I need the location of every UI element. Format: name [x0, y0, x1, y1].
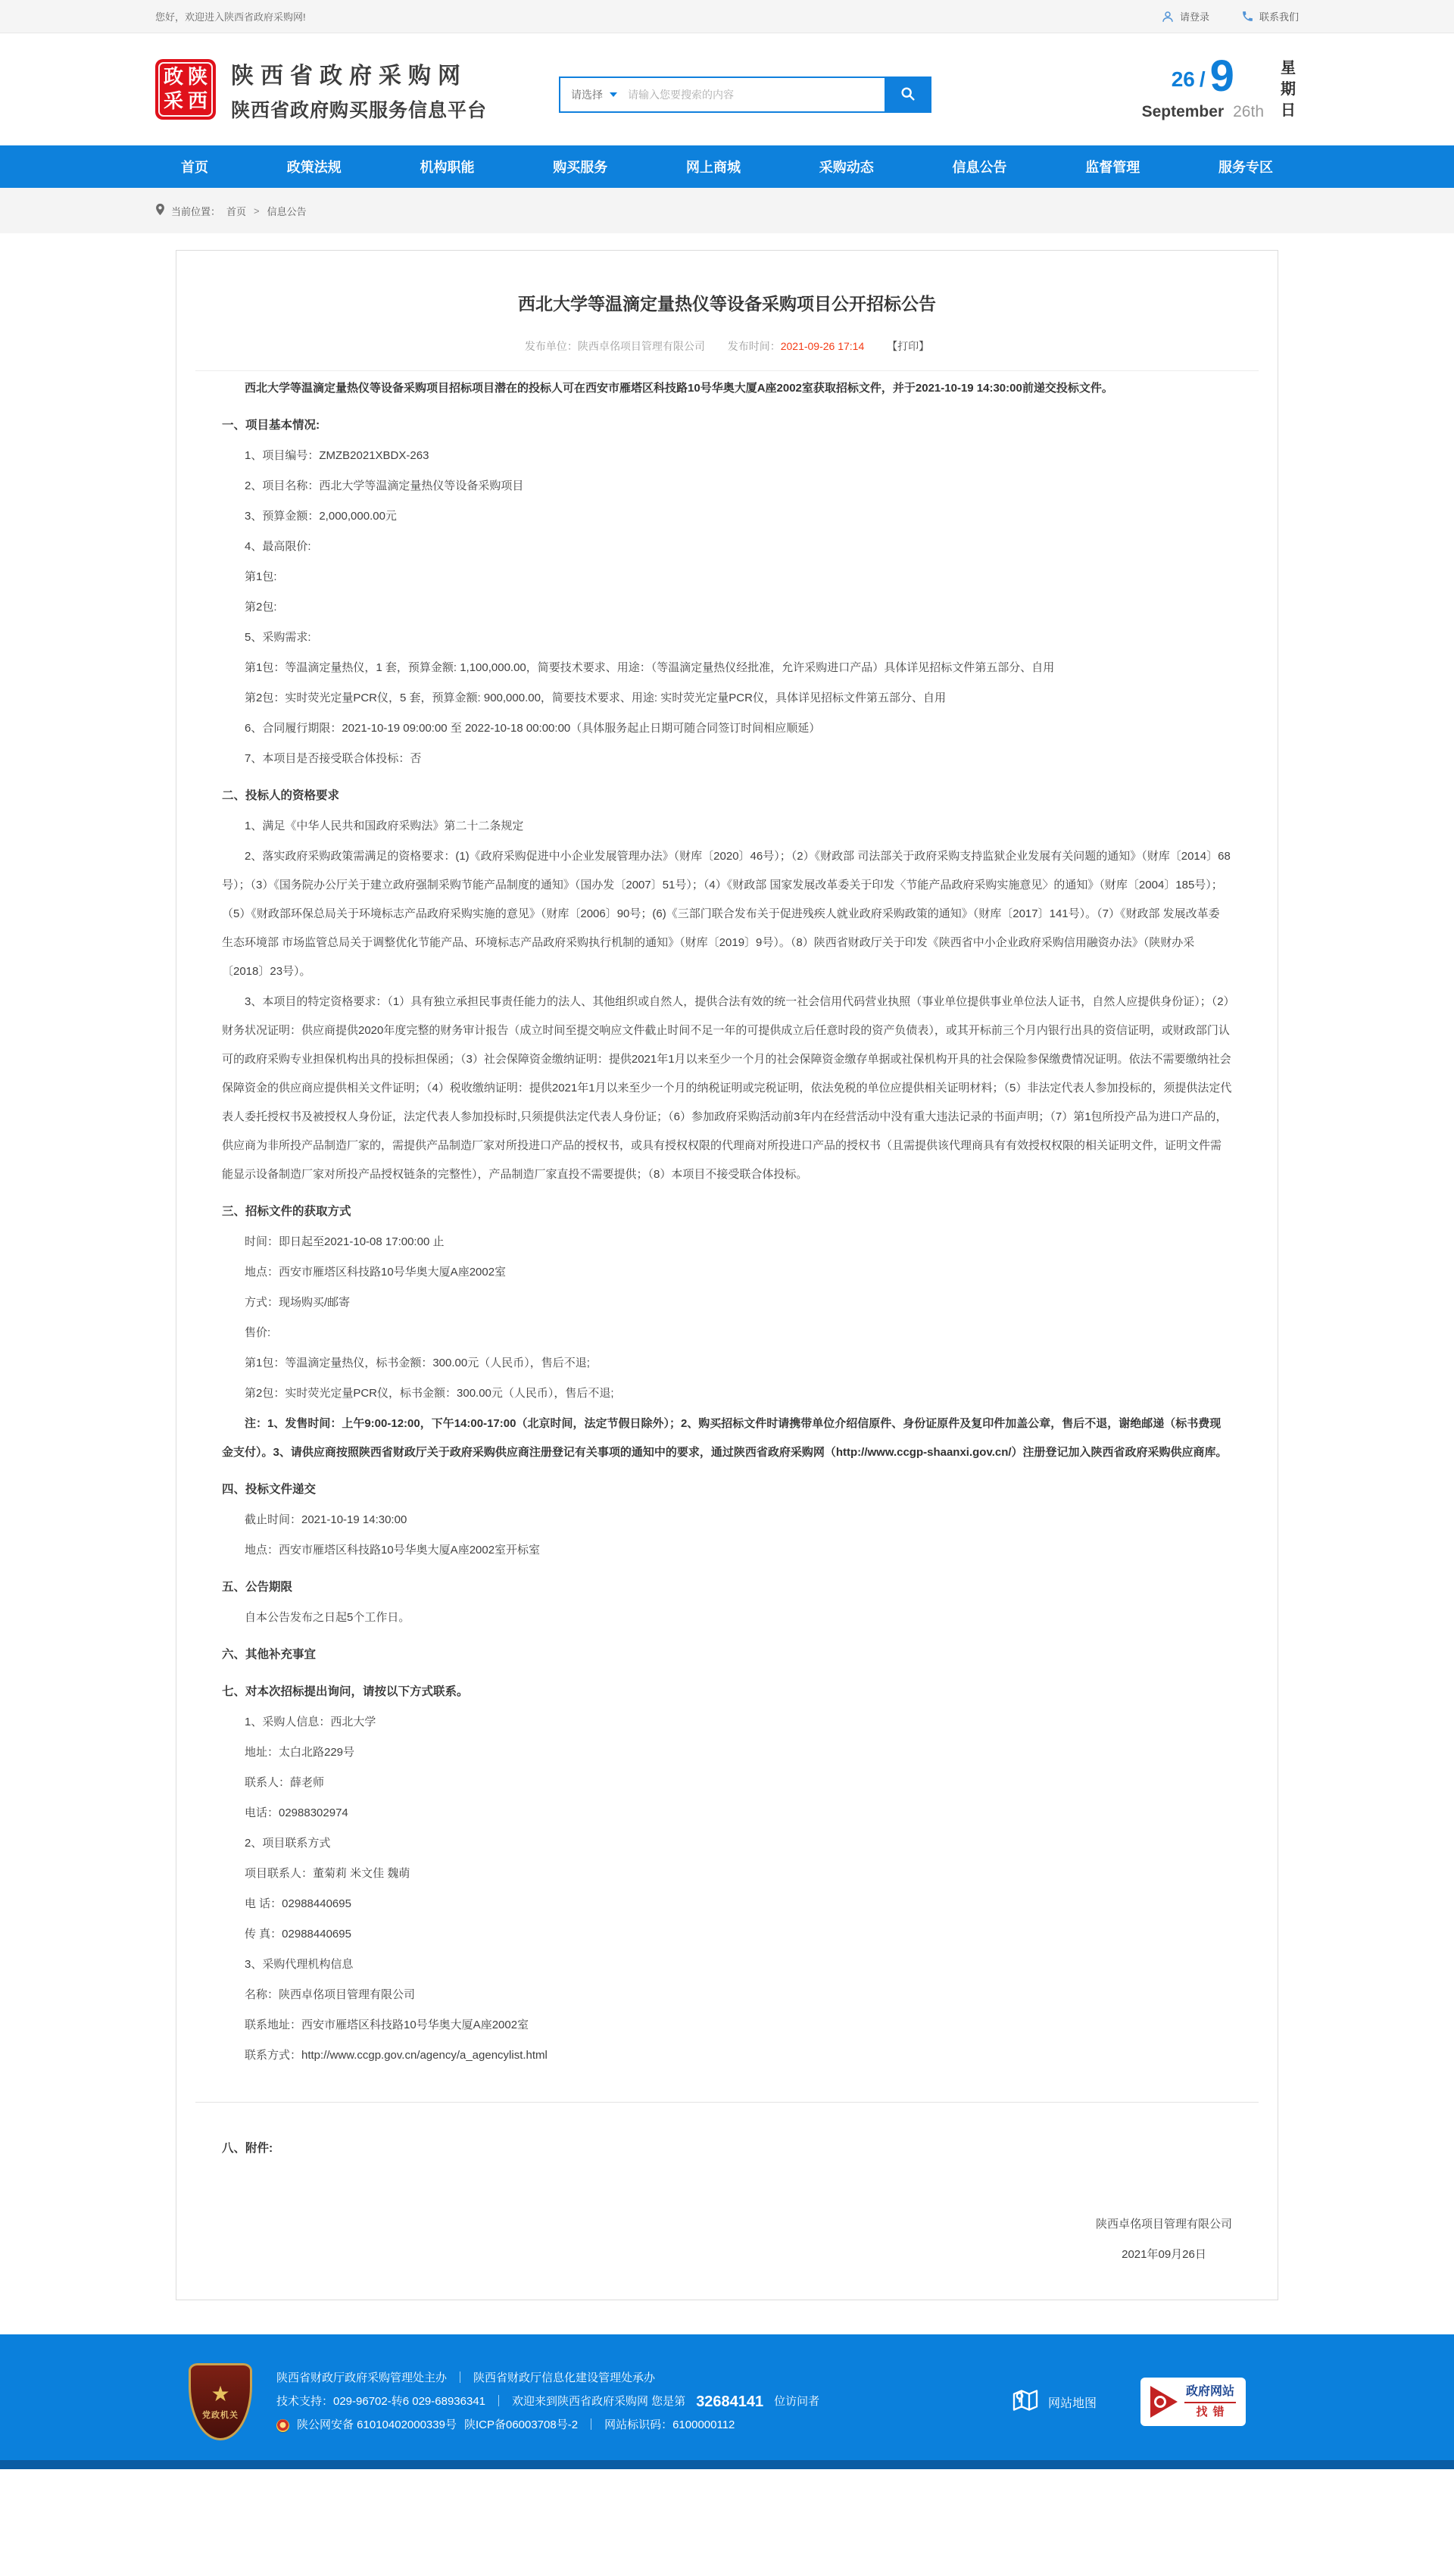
footer-bottom-strip [0, 2460, 1454, 2469]
attachment-heading: 八、附件: [222, 2142, 273, 2155]
main-nav [0, 145, 1454, 188]
nav-item[interactable]: 机构职能 [420, 160, 475, 175]
search-category-select[interactable]: 请选择 [560, 87, 626, 102]
article-paragraph: 六、其他补充事宜 [222, 1648, 317, 1661]
date-widget: 26 / 9 September 26th 星期日 [1142, 58, 1299, 121]
breadcrumb-label: 当前位置： [171, 205, 221, 217]
logo-seal-icon: 政 陕 采 西 [155, 59, 216, 120]
article-paragraph: 2、项目名称：西北大学等温滴定量热仪等设备采购项目 [245, 479, 524, 492]
publish-time-label: 发布时间： [727, 340, 781, 352]
nav-item[interactable]: 信息公告 [952, 160, 1007, 175]
nav-item[interactable]: 政策法规 [286, 160, 342, 175]
date-month-en: September [1141, 103, 1225, 120]
article-paragraph: 联系方式：http://www.ccgp.gov.cn/agency/a_agencylist.html [245, 2049, 548, 2062]
article-paragraph: 地点：西安市雁塔区科技路10号华奥大厦A座2002室开标室 [245, 1544, 541, 1557]
nav-item[interactable]: 首页 [181, 160, 208, 175]
article-paragraph: 第1包：等温滴定量热仪，1 套，预算金额: 1,100,000.00，简要技术要求、用途：（等温滴定量热仪经批准，允许采购进口产品）具体详见招标文件第五部分、自用 [245, 661, 1055, 674]
nav-item[interactable]: 服务专区 [1218, 160, 1273, 175]
article-paragraph: 7、本项目是否接受联合体投标：否 [245, 752, 422, 765]
article-paragraph: 2、落实政府采购政策需满足的资格要求：(1)《政府采购促进中小企业发展管理办法》（财库〔2020〕46号）；（2）《财政部 司法部关于政府采购支持监狱企业发展有关问题的通知》（财库〔2014〕68号）；（3）《国务院办公厅关于建立政府强制采购节能产品制度的通知》（国办发〔2007〕51号）；（4）《财政部 国家发展改革委关于印发〈节能产品政府采购实施意见〉的通知》（财库〔2004〕185号）；（5）《财政部环保总局关于环境标志产品政府采购实施的意见》（财库〔2006〕90号；(6)《三部门联合发布关于促进残疾人就业政府采购政策的通知》（财库〔2017〕141号）。（7）《财政部 发展改革委 生态环境部 市场监管总局关于调整优化节能产品、环境标志产品政府采购执行机制的通知》（财库〔2019〕9号）。（8）陕西省财政厅关于印发《陕西省中小企业政府采购信用融资办法》（陕财办采〔2018〕23号）。 [222, 850, 1231, 978]
site-header [0, 33, 1454, 145]
nav-item[interactable]: 监督管理 [1085, 160, 1140, 175]
print-button[interactable]: 【打印】 [887, 340, 930, 352]
publisher-value: 陕西卓佲项目管理有限公司 [577, 340, 705, 352]
article-paragraph: 1、采购人信息：西北大学 [245, 1716, 376, 1728]
article-paragraph: 地点：西安市雁塔区科技路10号华奥大厦A座2002室 [245, 1266, 507, 1279]
article-paragraph: 联系地址：西安市雁塔区科技路10号华奥大厦A座2002室 [245, 2019, 529, 2031]
main-content [0, 233, 1454, 2334]
article-paragraph: 第1包: [245, 570, 277, 583]
beian-link[interactable]: 陕公网安备 61010402000339号 [297, 2418, 457, 2431]
article-body [222, 374, 1232, 2070]
search-icon [900, 86, 916, 105]
article-paragraph: 电 话：02988440695 [245, 1897, 351, 1910]
visitor-count: 32684141 [696, 2393, 764, 2410]
article-paragraph: 3、预算金额：2,000,000.00元 [245, 510, 397, 523]
divider [195, 370, 1259, 371]
site-subtitle: 陕西省政府购买服务信息平台 [231, 99, 488, 121]
date-day: 26 [1171, 67, 1195, 91]
footer-org: 陕西省财政厅信息化建设管理处承办 [473, 2371, 656, 2384]
divider [195, 2102, 1259, 2103]
article-paragraph: 1、项目编号：ZMZB2021XBDX-263 [245, 449, 429, 462]
nav-item[interactable]: 采购动态 [819, 160, 874, 175]
search-button[interactable] [885, 76, 931, 113]
location-pin-icon [155, 203, 165, 218]
date-month: 9 [1209, 52, 1234, 101]
breadcrumb-home-link[interactable]: 首页 [226, 205, 247, 217]
article-paragraph: 1、满足《中华人民共和国政府采购法》第二十二条规定 [245, 820, 524, 832]
article-paragraph: 截止时间：2021-10-19 14:30:00 [245, 1513, 407, 1526]
article-paragraph: 五、公告期限 [222, 1581, 293, 1594]
site-code: 网站标识码：6100000112 [604, 2418, 735, 2431]
article-paragraph: 电话：02988302974 [245, 1806, 348, 1819]
star-icon [211, 2384, 229, 2405]
article-paragraph: 4、最高限价: [245, 540, 311, 553]
article-signature [1096, 2210, 1232, 2269]
contact-us-link[interactable]: 联系我们 [1241, 9, 1299, 23]
footer-tech-support: 技术支持：029-96702-转6 029-68936341 [276, 2395, 485, 2408]
article-paragraph: 七、对本次招标提出询问，请按以下方式联系。 [222, 1685, 469, 1698]
article-title: 西北大学等温滴定量热仪等设备采购项目公开招标公告 [518, 294, 936, 314]
nav-item[interactable]: 购买服务 [553, 160, 608, 175]
article-paragraph: 西北大学等温滴定量热仪等设备采购项目招标项目潜在的投标人可在西安市雁塔区科技路10号华奥大厦A座2002室获取招标文件，并于2021-10-19 14:30:00前递交投标文件。 [245, 382, 1113, 395]
site-footer: ★ 党政机关 陕西省财政厅政府采购管理处主办 ｜ 陕西省财政厅信息化建设管理处承办 技术支持：029-96702-转6 029-68936341 ｜ 欢迎来到陕西省政府采购网 您是第 32684141 位访问者 陕公网安备 61010402000339号 陕ICP备06003708号-2 ｜ 网站标识码：6100000112 网站地图 政府网站 找错 [0, 2334, 1454, 2469]
article-paragraph: 二、投标人的资格要求 [222, 789, 340, 802]
article-paragraph: 项目联系人：董菊莉 米文佳 魏萌 [245, 1867, 410, 1880]
date-ordinal: 26th [1233, 103, 1264, 120]
signature-company: 陕西卓佲项目管理有限公司 [1095, 2218, 1232, 2231]
date-weekday: 星期日 [1281, 60, 1296, 119]
magnifier-flag-icon [1150, 2386, 1178, 2418]
site-logo[interactable] [155, 57, 487, 123]
error-report-badge[interactable]: 政府网站 找错 [1140, 2378, 1246, 2425]
article-paragraph: 传 真：02988440695 [245, 1928, 351, 1941]
article-paragraph: 一、项目基本情况: [222, 419, 320, 432]
search-box [559, 76, 931, 113]
footer-host: 陕西省财政厅政府采购管理处主办 [276, 2371, 448, 2384]
search-input[interactable] [626, 78, 885, 111]
article-paragraph: 第2包：实时荧光定量PCR仪，5 套，预算金额: 900,000.00，简要技术要求、用途: 实时荧光定量PCR仪，具体详见招标文件第五部分、自用 [245, 692, 946, 704]
article-paragraph: 5、采购需求: [245, 631, 311, 644]
article-paragraph: 3、采购代理机构信息 [245, 1958, 354, 1971]
sitemap-link[interactable]: 网站地图 [1010, 2385, 1097, 2419]
article-paragraph: 第1包：等温滴定量热仪，标书金额：300.00元（人民币），售后不退; [245, 1357, 590, 1369]
article-paragraph: 三、招标文件的获取方式 [222, 1205, 351, 1218]
footer-visitor-prefix: 欢迎来到陕西省政府采购网 您是第 [512, 2395, 686, 2408]
breadcrumb-current: 信息公告 [267, 205, 307, 217]
article-paragraph: 时间：即日起至2021-10-08 17:00:00 止 [245, 1235, 445, 1248]
topbar [0, 0, 1454, 33]
publish-time-value: 2021-09-26 17:14 [780, 340, 865, 352]
party-gov-badge-icon: ★ 党政机关 [189, 2363, 252, 2440]
nav-item[interactable]: 网上商城 [686, 160, 741, 175]
login-button[interactable]: 请登录 [1161, 9, 1209, 23]
article-paragraph: 售价: [245, 1326, 271, 1339]
welcome-text: 您好，欢迎进入陕西省政府采购网! [155, 11, 306, 23]
breadcrumb: 当前位置： 首页 > 信息公告 [0, 188, 1454, 233]
footer-visitor-suffix: 位访问者 [774, 2395, 820, 2408]
article-paragraph: 名称：陕西卓佲项目管理有限公司 [245, 1988, 416, 2001]
icp-link[interactable]: 陕ICP备06003708号-2 [463, 2418, 579, 2431]
article-paragraph: 第2包: [245, 601, 277, 614]
article-paragraph: 方式：现场购买/邮寄 [245, 1296, 351, 1309]
signature-date: 2021年09月26日 [1122, 2248, 1206, 2261]
phone-icon [1241, 10, 1254, 23]
chevron-down-icon [610, 92, 617, 97]
police-badge-icon [276, 2419, 289, 2432]
site-title: 陕西省政府采购网 [231, 63, 467, 89]
user-icon [1161, 10, 1175, 23]
map-icon [1010, 2385, 1041, 2419]
article-paragraph: 自本公告发布之日起5个工作日。 [245, 1611, 410, 1624]
article-paragraph: 联系人：薛老师 [245, 1776, 325, 1789]
publisher-label: 发布单位： [524, 340, 578, 352]
article-paragraph: 地址：太白北路229号 [245, 1746, 355, 1759]
article-paragraph: 6、合同履行期限：2021-10-19 09:00:00 至 2022-10-18 00:00:00（具体服务起止日期可随合同签订时间相应顺延） [245, 722, 821, 735]
article-meta [222, 339, 1232, 354]
article-paragraph: 四、投标文件递交 [222, 1483, 317, 1496]
article-paragraph: 注：1、发售时间：上午9:00-12:00，下午14:00-17:00（北京时间，法定节假日除外）；2、购买招标文件时请携带单位介绍信原件、身份证原件及复印件加盖公章，售后不退，谢绝邮递（标书费现金支付）。3、请供应商按照陕西省财政厅关于政府采购供应商注册登记有关事项的通知中的要求，通过陕西省政府采购网（http://www.ccgp-shaanxi.gov.cn/）注册登记加入陕西省政府采购供应商库。 [222, 1417, 1228, 1459]
article-paragraph: 2、项目联系方式 [245, 1837, 331, 1850]
article-paragraph: 第2包：实时荧光定量PCR仪，标书金额：300.00元（人民币），售后不退; [245, 1387, 614, 1400]
article-card [176, 250, 1278, 2300]
article-paragraph: 3、本项目的特定资格要求：（1）具有独立承担民事责任能力的法人、其他组织或自然人，提供合法有效的统一社会信用代码营业执照（事业单位提供事业单位法人证书，自然人应提供身份证）；（2）财务状况证明：供应商提供2020年度完整的财务审计报告（成立时间至提交响应文件截止时间不足一年的可提供成立后任意时段的资产负债表），或其开标前三个月内银行出具的资信证明，或财政部门认可的政府采购专业担保机构出具的投标担保函；（3）社会保障资金缴纳证明：提供2021年1月以来至少一个月的社会保障资金缴存单据或社保机构开具的社会保险参保缴费情况证明。依法不需要缴纳社会保障资金的供应商应提供相关文件证明；（4）税收缴纳证明：提供2021年1月以来至少一个月的纳税证明或完税证明，依法免税的单位应提供相关证明材料；（5）非法定代表人参加投标的，须提供法定代表人委托授权书及被授权人身份证，法定代表人参加投标时,只须提供法定代表人身份证；（6）参加政府采购活动前3年内在经营活动中没有重大违法记录的书面声明；（7）第1包所投产品为进口产品的，供应商为非所投产品制造厂家的，需提供产品制造厂家对所投进口产品的授权书，或具有授权权限的代理商对所投进口产品的授权书（且需提供该代理商具有有效授权权限的相关证明文件，证明文件需能显示设备制造厂家对所投产品授权链条的完整性），产品制造厂家直投不需要提供；（8）本项目不接受联合体投标。 [222, 995, 1232, 1181]
